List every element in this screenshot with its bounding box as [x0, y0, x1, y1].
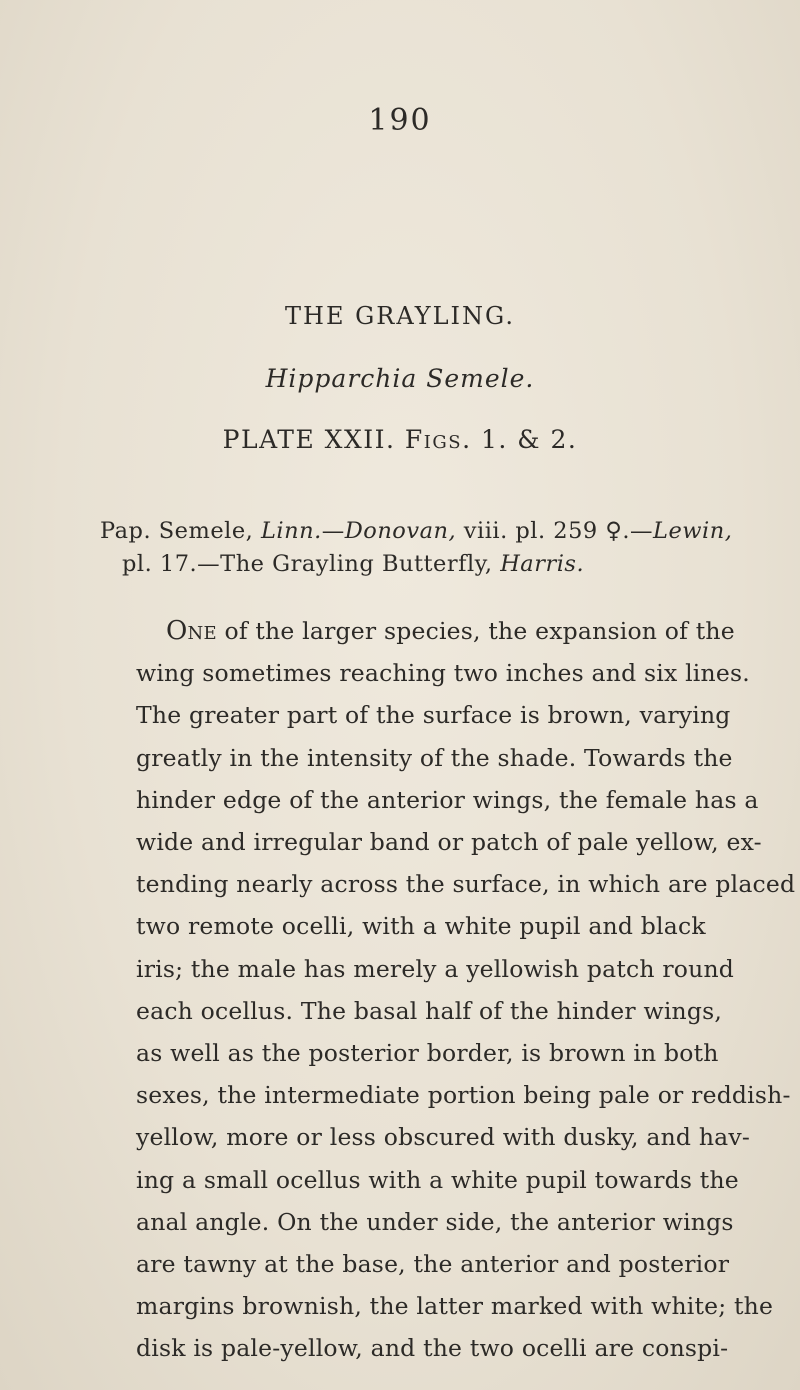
page-number: 190: [368, 103, 432, 138]
body-line: hinder edge of the anterior wings, the female has a: [136, 785, 759, 814]
body-line: yellow, more or less obscured with dusky, and hav-: [136, 1123, 751, 1152]
body-line: disk is pale-yellow, and the two ocelli are conspi-: [136, 1334, 729, 1363]
plate-label: PLATE XXII.: [222, 425, 396, 454]
body-line: iris; the male has merely a yellowish patch round: [136, 954, 735, 983]
body-line: wing sometimes reaching two inches and six lines.: [136, 659, 750, 688]
body-line-text: of the larger species, the expansion of the: [216, 617, 735, 645]
body-line: wide and irregular band or patch of pale yellow, ex-: [136, 828, 762, 857]
body-line: ing a small ocellus with a white pupil towards the: [136, 1165, 739, 1194]
section-title: THE GRAYLING.: [285, 302, 515, 330]
plate-reference: [0, 425, 800, 454]
body-line: The greater part of the surface is brown, varying: [136, 701, 731, 730]
body-line: greatly in the intensity of the shade. Towards the: [136, 743, 733, 772]
reference-dash: —: [321, 518, 345, 544]
reference-author: Lewin,: [653, 518, 733, 544]
reference-text: Pap. Semele,: [100, 518, 261, 544]
body-line: as well as the posterior border, is brown in both: [136, 1039, 719, 1068]
reference-author: Harris.: [500, 551, 585, 577]
body-line: each ocellus. The basal half of the hinder wings,: [136, 996, 723, 1025]
species-name: Hipparchia Semele.: [265, 364, 535, 393]
body-line: anal angle. On the under side, the anterior wings: [136, 1207, 734, 1236]
body-line: tending nearly across the surface, in which are placed: [136, 870, 796, 899]
body-line: margins brownish, the latter marked with white; the: [136, 1292, 774, 1321]
body-line: sexes, the intermediate portion being pale or reddish-: [136, 1081, 791, 1110]
reference-text: pl. 17.—The Grayling Butterfly,: [122, 551, 501, 577]
opening-word: One: [166, 616, 217, 646]
body-line: [136, 610, 735, 652]
bibliographic-reference: [100, 515, 733, 581]
plate-figures: Figs. 1. & 2.: [404, 425, 578, 454]
reference-line-1: [100, 515, 733, 548]
body-line: two remote ocelli, with a white pupil and black: [136, 912, 706, 941]
body-line: are tawny at the base, the anterior and posterior: [136, 1250, 730, 1279]
reference-author: Linn.: [260, 518, 322, 544]
reference-text: viii. pl. 259 ♀.—: [456, 518, 653, 544]
reference-author: Donovan,: [344, 518, 457, 544]
body-paragraph: [136, 610, 796, 1370]
reference-line-2: [100, 548, 700, 581]
